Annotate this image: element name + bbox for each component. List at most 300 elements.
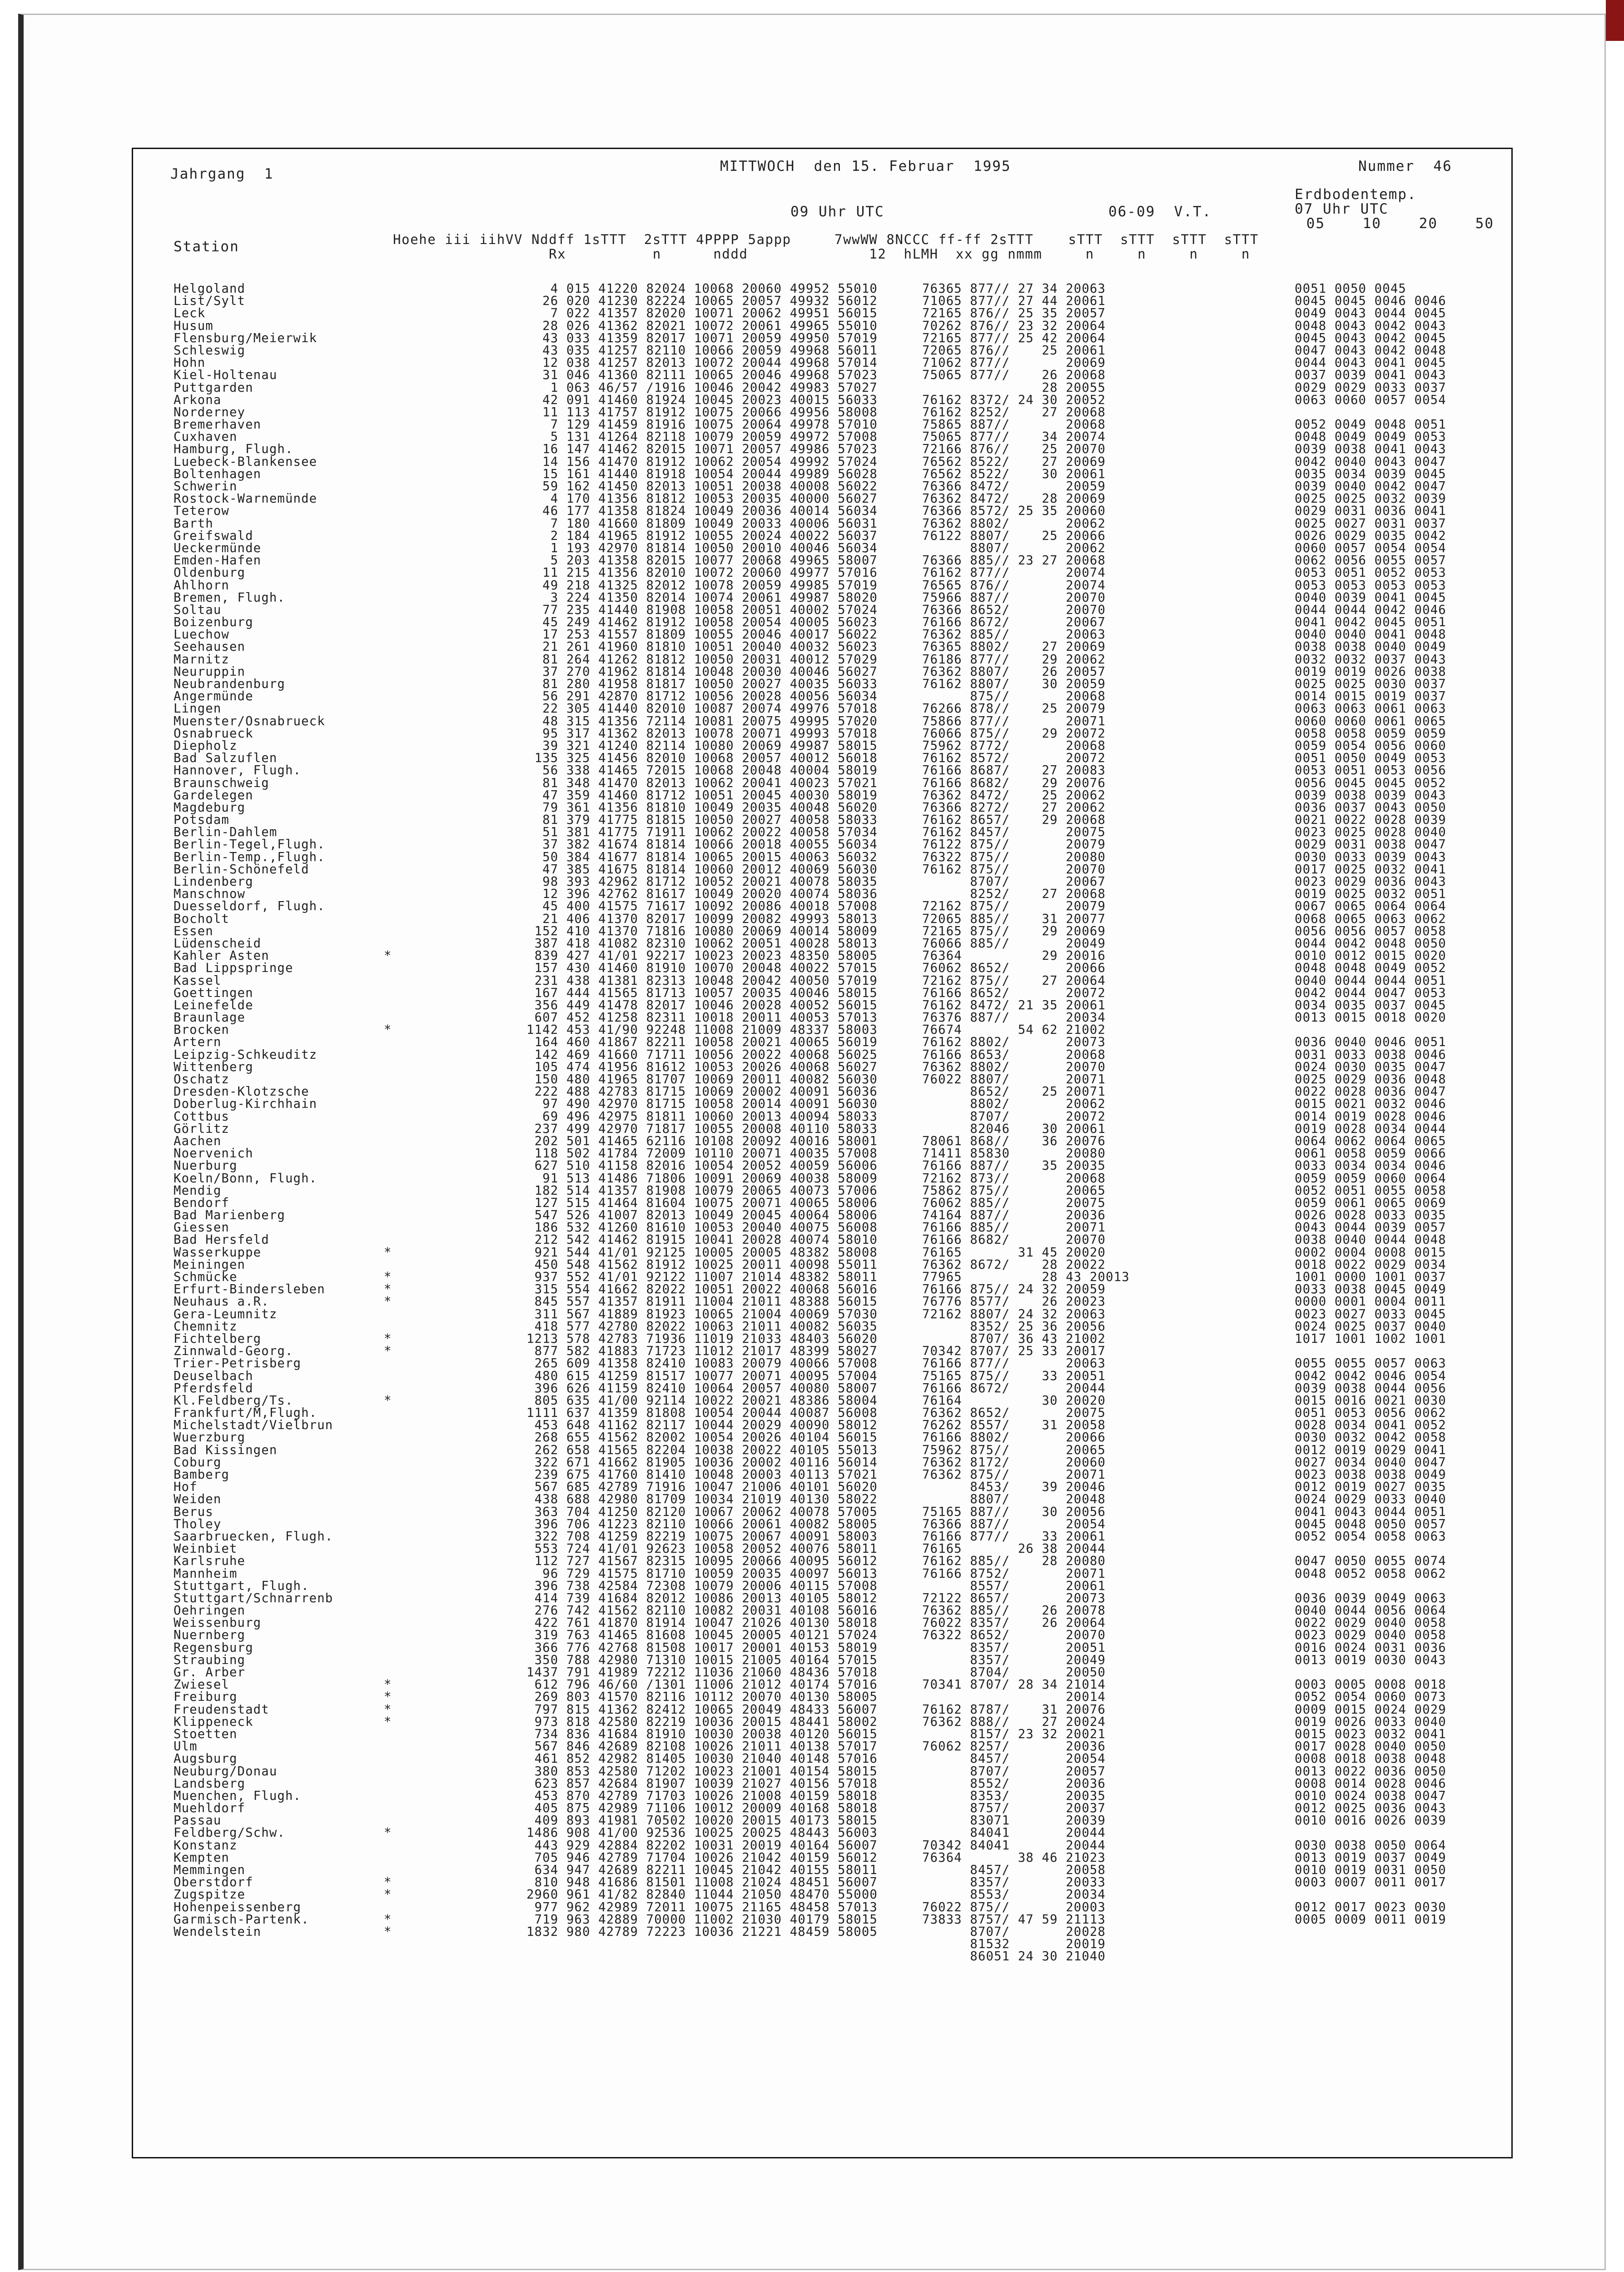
obs-09-row: 797 815 41362 82412 10065 20049 48433 56007 — [534, 1702, 878, 1717]
station-name: Meiningen — [174, 1257, 246, 1272]
station-name: Berus — [174, 1505, 214, 1519]
station-name: Artern — [174, 1035, 222, 1050]
station-name: Kassel — [174, 973, 222, 988]
obs-09-row: 17 253 41557 81809 10055 20046 40017 56022 — [542, 628, 878, 642]
obs-09-row: 91 513 41486 71806 10091 20069 40038 58009 — [542, 1171, 878, 1186]
mountain-marker — [384, 1728, 392, 1740]
mountain-marker — [384, 1901, 392, 1913]
station-name: Weissenburg — [174, 1616, 262, 1630]
soil-row: 0025 0029 0036 0048 — [1295, 1072, 1446, 1086]
obs-0609-row: 76362 885// 26 20078 — [922, 1604, 1106, 1618]
soil-row: 0039 0040 0042 0047 — [1295, 479, 1446, 493]
station-name: Kahler Asten — [174, 949, 269, 963]
obs-09-row: 396 626 41159 82410 10064 20057 40080 58007 — [534, 1381, 878, 1395]
obs-09-row: 43 033 41359 82017 10071 20059 49950 57019 — [542, 331, 878, 345]
soil-depths: 05 10 20 50 — [1297, 215, 1494, 232]
soil-row — [1295, 1543, 1446, 1555]
obs-0609-row: 8353/ 20035 — [922, 1789, 1106, 1803]
soil-row: 0052 0054 0060 0073 — [1295, 1690, 1446, 1704]
obs-0609-row: 75865 887// 20068 — [922, 418, 1106, 432]
mountain-marker — [384, 554, 392, 567]
soil-row: 0019 0026 0033 0040 — [1295, 1714, 1446, 1729]
soil-row: 0018 0022 0029 0034 — [1295, 1257, 1446, 1272]
column-subheaders: Rx n nddd 12 hLMH xx gg nmmm n n n n — [393, 246, 1250, 262]
mountain-marker — [384, 789, 392, 802]
mountain-marker: * — [384, 1690, 392, 1704]
obs-09-row: 7 180 41660 81809 10049 20033 40006 56031 — [550, 516, 878, 531]
obs-0609-row: 76366 8572/ 25 35 20060 — [922, 504, 1106, 518]
station-name: Gr. Arber — [174, 1665, 246, 1679]
soil-row: 1017 1001 1002 1001 — [1295, 1331, 1446, 1346]
obs-09-row: 276 742 41562 82110 10082 20031 40108 56016 — [534, 1604, 878, 1618]
mountain-marker — [384, 1320, 392, 1333]
mountain-marker — [384, 1407, 392, 1419]
soil-row: 0051 0050 0049 0053 — [1295, 751, 1446, 766]
soil-row: 0002 0004 0008 0015 — [1295, 1245, 1446, 1260]
mountain-marker — [384, 1802, 392, 1814]
station-name: Gera-Leumnitz — [174, 1307, 278, 1321]
obs-09-row: 2 184 41965 81912 10055 20024 40022 56037 — [550, 528, 878, 543]
obs-09-row: 839 427 41/01 92217 10023 20023 48350 58005 — [534, 949, 878, 963]
station-name: Leipzig-Schkeuditz — [174, 1047, 318, 1062]
station-name: Hohenpeissenberg — [174, 1900, 302, 1914]
obs-09-row: 1832 980 42789 72223 10036 21221 48459 58005 — [526, 1924, 878, 1939]
mountain-marker: * — [384, 1924, 392, 1939]
obs-09-row: 322 671 41662 81905 10036 20002 40116 56014 — [534, 1455, 878, 1470]
station-name: Arkona — [174, 393, 222, 407]
station-name: Wasserkuppe — [174, 1245, 262, 1260]
mountain-marker — [384, 1061, 392, 1073]
mountain-marker: * — [384, 1702, 392, 1717]
mountain-marker — [384, 1778, 392, 1790]
station-name: Leinefelde — [174, 998, 253, 1012]
mountain-marker — [384, 703, 392, 715]
obs-09-row: 387 418 41082 82310 10062 20051 40028 58013 — [534, 936, 878, 951]
mountain-marker — [384, 1160, 392, 1172]
station-name: Berlin-Dahlem — [174, 825, 278, 840]
mountain-marker — [384, 1592, 392, 1604]
station-column-label: Station — [174, 239, 239, 255]
obs-09-row: 810 948 41686 81501 11008 21024 48451 56007 — [534, 1875, 878, 1890]
obs-09-row: 152 410 41370 71816 10080 20069 40014 58009 — [534, 924, 878, 938]
soil-row: 0030 0032 0042 0058 — [1295, 1430, 1446, 1445]
obs-09-row: 1 193 42970 81814 10050 20010 40046 56034 — [550, 541, 878, 555]
utc-09: 09 Uhr UTC — [790, 204, 884, 220]
obs-09-row: 231 438 41381 82313 10048 20042 40050 57019 — [534, 973, 878, 988]
station-name: Soltau — [174, 603, 222, 617]
soil-row: 0023 0029 0036 0043 — [1295, 875, 1446, 889]
obs-09-row: 4 015 41220 82024 10068 20060 49952 55010 — [550, 282, 878, 296]
station-name: Schwerin — [174, 479, 238, 493]
soil-row: 0013 0019 0030 0043 — [1295, 1653, 1446, 1667]
obs-09-row: 142 469 41660 71711 10056 20022 40068 56025 — [534, 1047, 878, 1062]
obs-0609-row: 76166 8687/ 27 20083 — [922, 763, 1106, 778]
obs-0609-row: 83071 20039 — [922, 1814, 1106, 1828]
station-name: Hannover, Flugh. — [174, 763, 302, 778]
station-name: Hohn — [174, 356, 206, 370]
obs-09-row: 453 648 41162 82117 10044 20029 40090 58012 — [534, 1418, 878, 1433]
obs-09-row: 45 249 41462 81912 10058 20054 40005 56023 — [542, 615, 878, 630]
mountain-marker — [384, 851, 392, 863]
mountain-marker — [384, 863, 392, 876]
soil-row: 0027 0034 0040 0047 — [1295, 1455, 1446, 1470]
obs-0609-row: 71062 877// 20069 — [922, 356, 1106, 370]
obs-0609-row: 76066 885// 20049 — [922, 936, 1106, 951]
soil-row: 0039 0038 0044 0056 — [1295, 1381, 1446, 1395]
station-name: Cottbus — [174, 1109, 229, 1124]
station-name: Zinnwald-Georg. — [174, 1344, 293, 1359]
obs-09-row: 480 615 41259 81517 10077 20071 40095 57004 — [534, 1369, 878, 1383]
obs-09-row: 634 947 42689 82211 10045 21042 40155 58011 — [534, 1863, 878, 1877]
mountain-marker — [384, 1469, 392, 1481]
obs-09-row: 11 113 41757 81912 10075 20066 49956 58008 — [542, 405, 878, 419]
obs-09-row: 47 385 41675 81814 10060 20012 40069 56030 — [542, 862, 878, 877]
station-name: Flensburg/Meierwik — [174, 331, 318, 345]
obs-0609-row: 70341 8707/ 28 34 21014 — [922, 1678, 1106, 1692]
soil-row: 0056 0056 0057 0058 — [1295, 924, 1446, 938]
obs-0609-row: 8707/ 36 43 21002 — [922, 1331, 1106, 1346]
obs-0609-row: 76262 8557/ 31 20058 — [922, 1418, 1106, 1433]
soil-row: 0026 0028 0033 0035 — [1295, 1208, 1446, 1223]
mountain-marker — [384, 1221, 392, 1234]
obs-09-row: 7 129 41459 81916 10075 20064 49978 57010 — [550, 418, 878, 432]
obs-09-row: 202 501 41465 62116 10108 20092 40016 58001 — [534, 1134, 878, 1148]
soil-row: 0010 0016 0026 0039 — [1295, 1814, 1446, 1828]
soil-row: 0053 0051 0052 0053 — [1295, 566, 1446, 580]
soil-row: 0005 0009 0011 0019 — [1295, 1912, 1446, 1927]
station-name: Marnitz — [174, 652, 229, 667]
station-name: Angermünde — [174, 689, 253, 704]
station-name: Passau — [174, 1814, 222, 1828]
station-name: Norderney — [174, 405, 246, 419]
station-name: Saarbruecken, Flugh. — [174, 1529, 333, 1544]
obs-09-row: 1437 791 41989 72212 11036 21060 48436 57018 — [526, 1665, 878, 1679]
mountain-marker — [384, 1481, 392, 1493]
obs-0609-row: 75065 877// 34 20074 — [922, 430, 1106, 444]
obs-09-row: 81 348 41470 82013 10062 20041 40023 57021 — [542, 776, 878, 790]
soil-row: 0016 0024 0031 0036 — [1295, 1640, 1446, 1655]
obs-09-row: 47 359 41460 81712 10051 20045 40030 58019 — [542, 788, 878, 802]
obs-0609-row: 8707/ 20072 — [922, 1109, 1106, 1124]
mountain-marker — [384, 937, 392, 950]
mountain-marker — [384, 1147, 392, 1160]
obs-0609-row: 28 20055 — [922, 380, 1106, 395]
obs-0609-row: 76162 8657/ 29 20068 — [922, 813, 1106, 827]
mountain-marker — [384, 678, 392, 690]
soil-row: 0036 0039 0049 0063 — [1295, 1591, 1446, 1605]
station-name: Gardelegen — [174, 788, 253, 802]
obs-0609-row: 8352/ 25 36 20056 — [922, 1319, 1106, 1334]
obs-09-row: 46 177 41358 81824 10049 20036 40014 56034 — [542, 504, 878, 518]
obs-09-row: 414 739 41684 82012 10086 20013 40105 58012 — [534, 1591, 878, 1605]
obs-0609-row: 76362 8172/ 20060 — [922, 1455, 1106, 1470]
station-name: Karlsruhe — [174, 1554, 246, 1569]
obs-0609-row: 76366 885// 23 27 20068 — [922, 553, 1106, 568]
obs-09-row: 627 510 41158 82016 10054 20052 40059 56006 — [534, 1159, 878, 1173]
mountain-marker — [384, 727, 392, 740]
mountain-marker — [384, 802, 392, 814]
station-name: Aachen — [174, 1134, 222, 1148]
obs-09-row: 612 796 46/60 /1301 11006 21012 40174 57016 — [534, 1678, 878, 1692]
mountain-marker — [384, 1790, 392, 1802]
mountain-marker — [384, 838, 392, 851]
soil-row: 0042 0044 0047 0053 — [1295, 986, 1446, 1000]
obs-0609-row: 72065 876// 25 20061 — [922, 343, 1106, 358]
soil-row: 0013 0015 0018 0020 — [1295, 1011, 1446, 1025]
obs-0609-row: 72165 876// 25 35 20057 — [922, 306, 1106, 321]
station-name: Teterow — [174, 504, 229, 518]
mountain-marker — [384, 826, 392, 838]
obs-0609-row: 76562 8522/ 30 20061 — [922, 467, 1106, 481]
soil-row: 0045 0043 0042 0045 — [1295, 331, 1446, 345]
mountain-marker — [384, 1654, 392, 1666]
obs-0609-row: 78061 868// 36 20076 — [922, 1134, 1106, 1148]
soil-temp-title: Erdbodentemp. — [1295, 186, 1417, 203]
station-name: Augsburg — [174, 1752, 238, 1766]
soil-row: 0013 0022 0036 0050 — [1295, 1764, 1446, 1779]
obs-09-row: 973 818 42580 82219 10036 20015 48441 58002 — [534, 1714, 878, 1729]
station-name: Bremerhaven — [174, 418, 262, 432]
obs-0609-row: 76164 30 20020 — [922, 1393, 1106, 1408]
mountain-marker: * — [384, 1331, 392, 1346]
mountain-marker — [384, 604, 392, 616]
obs-09-row: 167 444 41565 81713 10057 20035 40046 58015 — [534, 986, 878, 1000]
obs-09-row: 4 170 41356 81812 10053 20035 40000 56027 — [550, 492, 878, 506]
obs-0609-row: 76162 8787/ 31 20076 — [922, 1702, 1106, 1717]
mountain-marker — [384, 1543, 392, 1555]
obs-09-row: 12 396 42762 81617 10049 20020 40074 58036 — [542, 887, 878, 902]
mountain-marker — [384, 443, 392, 455]
obs-09-row: 118 502 41784 72009 10110 20071 40035 57008 — [534, 1146, 878, 1161]
obs-0609-row: 76162 8472/ 21 35 20061 — [922, 998, 1106, 1012]
obs-0609-row: 73833 8757/ 47 59 21113 — [922, 1912, 1106, 1927]
obs-09-row: 1213 578 42783 71936 11019 21033 48403 56020 — [526, 1331, 878, 1346]
station-name: Braunlage — [174, 1011, 246, 1025]
mountain-marker — [384, 1814, 392, 1827]
obs-0609-row: 76166 8682/ 20070 — [922, 1233, 1106, 1247]
obs-0609-row: 81532 20019 — [922, 1937, 1106, 1952]
soil-row: 0052 0049 0048 0051 — [1295, 418, 1446, 432]
station-name: Konstanz — [174, 1838, 238, 1853]
station-name: Neuburg/Donau — [174, 1764, 278, 1779]
station-name: Berlin-Schönefeld — [174, 862, 309, 877]
obs-0609-row: 75962 875// 20065 — [922, 1443, 1106, 1457]
obs-0609-row: 76562 8522/ 27 20069 — [922, 454, 1106, 469]
mountain-marker — [384, 567, 392, 579]
mountain-markers — [384, 283, 392, 1938]
soil-row: 0045 0048 0050 0057 — [1295, 1517, 1446, 1531]
mountain-marker: * — [384, 1023, 392, 1037]
obs-09-row: 311 567 41889 81923 10065 21004 40069 57030 — [534, 1307, 878, 1321]
obs-0609-row: 8252/ 27 20068 — [922, 887, 1106, 902]
utc-0609: 06-09 V.T. — [1108, 204, 1212, 220]
mountain-marker — [384, 777, 392, 789]
obs-09-row: 135 325 41456 82010 10068 20057 40012 56018 — [534, 751, 878, 766]
station-name: Bocholt — [174, 912, 229, 926]
station-name: Muenster/Osnabrueck — [174, 714, 325, 728]
station-name: Neubrandenburg — [174, 677, 285, 691]
station-name: Feldberg/Schw. — [174, 1826, 285, 1840]
obs-0609-row: 76162 8372/ 24 30 20052 — [922, 393, 1106, 407]
obs-09-row: 14 156 41470 81912 10062 20054 49992 57024 — [542, 454, 878, 469]
obs-09-row: 97 490 42970 81715 10058 20014 40091 56030 — [542, 1097, 878, 1111]
mountain-marker: * — [384, 949, 392, 963]
mountain-marker — [384, 1111, 392, 1123]
mountain-marker — [384, 653, 392, 666]
soil-row: 0047 0050 0055 0074 — [1295, 1554, 1446, 1569]
obs-09-row: 81 379 41775 81815 10050 20027 40058 58033 — [542, 813, 878, 827]
obs-09-row: 405 875 42989 71106 10012 20009 40168 58018 — [534, 1801, 878, 1816]
soil-row: 0048 0043 0042 0043 — [1295, 319, 1446, 333]
obs-0609-row: 76362 8672/ 28 20022 — [922, 1257, 1106, 1272]
obs-0609-row: 76366 887// 20054 — [922, 1517, 1106, 1531]
station-name: Wittenberg — [174, 1060, 253, 1074]
obs-0609-row: 76362 8472/ 28 20069 — [922, 492, 1106, 506]
obs-09-row: 1142 453 41/90 92248 11008 21009 48337 58003 — [526, 1023, 878, 1037]
mountain-marker — [384, 1073, 392, 1086]
obs-0609-row: 75962 8772/ 20068 — [922, 738, 1106, 753]
mountain-marker: * — [384, 1875, 392, 1890]
obs-0609-row: 8453/ 39 20046 — [922, 1480, 1106, 1495]
obs-09-row: 805 635 41/00 92114 10022 20021 48386 58004 — [534, 1393, 878, 1408]
mountain-marker: * — [384, 1282, 392, 1297]
soil-row: 0061 0058 0059 0066 — [1295, 1146, 1446, 1161]
obs-0609-row: 76364 38 46 21023 — [922, 1850, 1106, 1865]
station-name: Muenchen, Flugh. — [174, 1789, 302, 1803]
obs-0609-row: 82046 30 20061 — [922, 1121, 1106, 1136]
obs-0609-row: 76365 8802/ 27 20069 — [922, 640, 1106, 654]
station-name: Michelstadt/Vielbrun — [174, 1418, 333, 1433]
soil-row: 0059 0059 0060 0064 — [1295, 1171, 1446, 1186]
obs-09-row: 37 270 41962 81814 10048 20030 40046 56027 — [542, 664, 878, 679]
station-name: Frankfurt/M,Flugh. — [174, 1406, 318, 1420]
obs-09-row: 315 554 41662 82022 10051 20022 40068 56016 — [534, 1282, 878, 1297]
station-name: Greifswald — [174, 528, 253, 543]
obs-09-row: 350 788 42980 71310 10015 21005 40164 57015 — [534, 1653, 878, 1667]
soil-row: 0063 0060 0057 0054 — [1295, 393, 1446, 407]
mountain-marker — [384, 1185, 392, 1197]
obs-09-row: 734 836 41684 81910 10030 20038 40120 56015 — [534, 1727, 878, 1741]
soil-row: 0030 0038 0050 0064 — [1295, 1838, 1446, 1853]
obs-09-row: 268 655 41562 82002 10054 20026 40104 56015 — [534, 1430, 878, 1445]
mountain-marker — [384, 962, 392, 974]
mountain-marker — [384, 1753, 392, 1765]
obs-0609-row: 71411 85830 20080 — [922, 1146, 1106, 1161]
obs-09-row: 937 552 41/01 92122 11007 21014 48382 58011 — [534, 1270, 878, 1284]
mountain-marker — [384, 468, 392, 480]
soil-row: 0058 0058 0059 0059 — [1295, 726, 1446, 741]
soil-row: 0039 0038 0041 0043 — [1295, 442, 1446, 457]
soil-row: 0052 0054 0058 0063 — [1295, 1529, 1446, 1544]
obs-0609-row: 72122 8657/ 20073 — [922, 1591, 1106, 1605]
soil-row: 0049 0043 0044 0045 — [1295, 306, 1446, 321]
obs-0609-row: 76362 875// 20071 — [922, 1468, 1106, 1482]
soil-row: 0032 0032 0037 0043 — [1295, 652, 1446, 667]
obs-09-row: 356 449 41478 82017 10046 20028 40052 56015 — [534, 998, 878, 1012]
obs-0609 — [922, 283, 1130, 1963]
soil-row: 0023 0027 0033 0045 — [1295, 1307, 1446, 1321]
station-name: Puttgarden — [174, 380, 253, 395]
station-name: Boltenhagen — [174, 467, 262, 481]
soil-row: 0051 0050 0045 — [1295, 282, 1406, 296]
obs-09-row: 95 317 41362 82013 10078 20071 49993 57018 — [542, 726, 878, 741]
obs-09-row: 396 738 42584 72308 10079 20006 40115 57008 — [534, 1579, 878, 1593]
obs-09-row: 366 776 42768 81508 10017 20001 40153 58019 — [534, 1640, 878, 1655]
obs-09-row: 3 224 41350 82014 10074 20061 49987 58020 — [550, 590, 878, 605]
obs-0609-row: 75165 887// 30 20056 — [922, 1505, 1106, 1519]
station-name: Trier-Petrisberg — [174, 1356, 302, 1371]
obs-0609-row: 76162 8807/ 30 20059 — [922, 677, 1106, 691]
obs-09-row: 977 962 42989 72011 10075 21165 48458 57013 — [534, 1900, 878, 1914]
obs-09-row: 269 803 41570 82116 10112 20070 40130 58005 — [534, 1690, 878, 1704]
mountain-marker — [384, 666, 392, 678]
mountain-marker — [384, 1444, 392, 1456]
mountain-marker — [384, 814, 392, 826]
obs-09-row: 59 162 41450 82013 10051 20038 40008 56022 — [542, 479, 878, 493]
mountain-marker — [384, 1642, 392, 1654]
obs-09-row: 22 305 41440 82010 10087 20074 49976 57018 — [542, 702, 878, 716]
obs-0609-row: 76186 877// 29 20062 — [922, 652, 1106, 667]
obs-0609-row: 76366 8472/ 20059 — [922, 479, 1106, 493]
soil-row: 0041 0043 0044 0051 — [1295, 1505, 1446, 1519]
obs-0609-row: 8357/ 20051 — [922, 1640, 1106, 1655]
obs-09-row: 26 020 41230 82224 10065 20057 49932 56012 — [542, 294, 878, 309]
station-name: Potsdam — [174, 813, 229, 827]
mountain-marker — [384, 1555, 392, 1567]
obs-0609-row: 8707/ 20028 — [922, 1924, 1106, 1939]
obs-09-row: 547 526 41007 82013 10049 20045 40064 58006 — [534, 1208, 878, 1223]
station-name: Bad Kissingen — [174, 1443, 278, 1457]
station-name: Stuttgart/Schnarrenb — [174, 1591, 333, 1605]
soil-row: 0017 0028 0040 0050 — [1295, 1739, 1446, 1754]
station-name: Ueckermünde — [174, 541, 262, 555]
obs-0609-row: 76166 8752/ 20071 — [922, 1566, 1106, 1581]
soil-row: 0056 0045 0045 0052 — [1295, 776, 1446, 790]
soil-row: 0015 0023 0032 0041 — [1295, 1727, 1446, 1741]
obs-0609-row: 76364 29 20016 — [922, 949, 1106, 963]
obs-09-row: 322 708 41259 82219 10075 20067 40091 58003 — [534, 1529, 878, 1544]
obs-0609-row: 8704/ 20050 — [922, 1665, 1106, 1679]
station-name: Oehringen — [174, 1604, 246, 1618]
soil-row: 0025 0025 0030 0037 — [1295, 677, 1446, 691]
soil-row: 0013 0019 0037 0049 — [1295, 1850, 1446, 1865]
obs-0609-row: 76062 8652/ 20066 — [922, 961, 1106, 976]
mountain-marker — [384, 1666, 392, 1679]
soil-row: 0038 0038 0040 0049 — [1295, 640, 1446, 654]
soil-row: 0022 0029 0040 0058 — [1295, 1616, 1446, 1630]
obs-0609-row: 76366 8652/ 20070 — [922, 603, 1106, 617]
soil-row: 0023 0038 0038 0049 — [1295, 1468, 1446, 1482]
obs-09-row: 15 161 41440 81918 10054 20044 49989 56028 — [542, 467, 878, 481]
mountain-marker — [384, 628, 392, 641]
obs-0609-row: 76166 8652/ 20072 — [922, 986, 1106, 1000]
obs-0609-row: 76362 8472/ 25 20062 — [922, 788, 1106, 802]
mountain-marker — [384, 1036, 392, 1048]
station-name: Noervenich — [174, 1146, 253, 1161]
obs-09-row: 2960 961 41/82 82840 11044 21050 48470 55000 — [526, 1888, 878, 1902]
mountain-marker — [384, 1049, 392, 1061]
obs-09-row: 105 474 41956 81612 10053 20026 40068 56027 — [534, 1060, 878, 1074]
obs-0609-row: 76674 54 62 21002 — [922, 1023, 1106, 1037]
mountain-marker: * — [384, 1714, 392, 1729]
obs-09-row: 31 046 41360 82111 10065 20046 49968 57023 — [542, 368, 878, 383]
mountain-marker — [384, 579, 392, 592]
soil-row: 0036 0040 0046 0051 — [1295, 1035, 1446, 1050]
obs-0609-row: 76322 875// 20080 — [922, 850, 1106, 864]
soil-row: 0034 0035 0037 0045 — [1295, 998, 1446, 1012]
obs-0609-row: 76366 8272/ 27 20062 — [922, 800, 1106, 815]
mountain-marker — [384, 764, 392, 777]
